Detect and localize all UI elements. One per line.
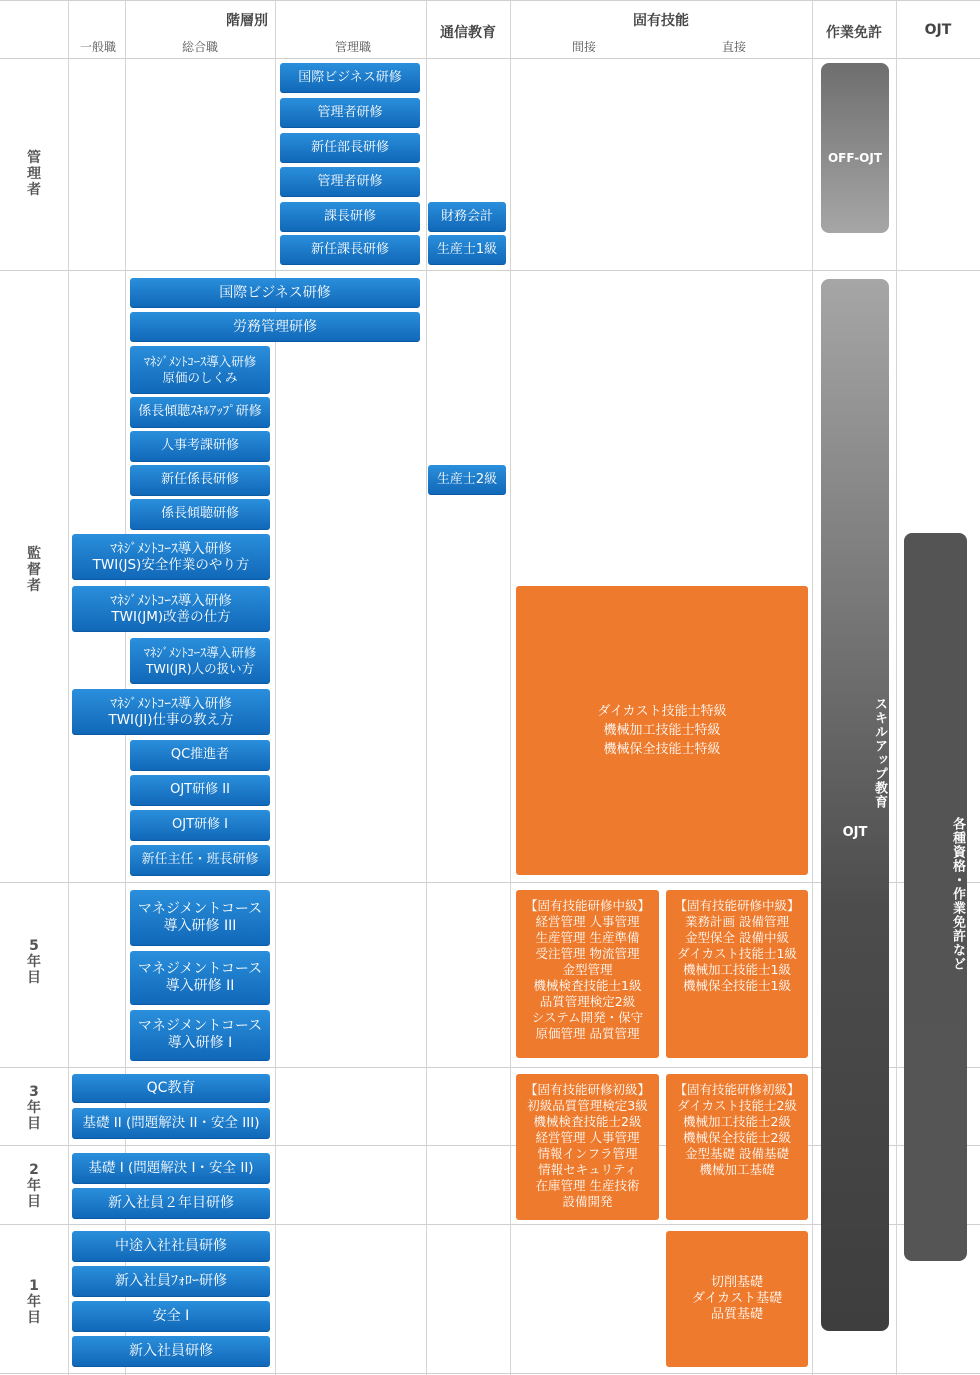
skills-special-grade: ダイカスト技能士特級 機械加工技能士特級 機械保全技能士特級 xyxy=(516,586,808,875)
course-new-chief: 新任係長研修 xyxy=(130,465,270,496)
skills-intermediate-direct: 【固有技能研修中級】 業務計画 設備管理 金型保全 設備中級 ダイカスト技能士1級 機械加工技能士1級 機械保全技能士1級 xyxy=(666,890,808,1058)
course-new-employee: 新入社員研修 xyxy=(72,1336,270,1367)
course-twi-jm: ﾏﾈｼﾞﾒﾝﾄｺｰｽ導入研修 TWI(JM)改善の仕方 xyxy=(72,586,270,632)
row-label-year1: 1 年 目 xyxy=(27,1278,41,1326)
header-career: 総合職 xyxy=(181,40,218,54)
header-general: 一般職 xyxy=(79,40,116,54)
course-production-1st: 生産士1級 xyxy=(428,235,506,265)
course-midcareer-hire: 中途入社社員研修 xyxy=(72,1231,270,1262)
off-ojt-label: OFF-OJT xyxy=(827,151,883,165)
skills-basics: 切削基礎 ダイカスト基礎 品質基礎 xyxy=(666,1231,808,1367)
row-label-managers: 管 理 者 xyxy=(27,150,41,198)
course-labor-management: 労務管理研修 xyxy=(130,312,420,342)
skillup-label: スキルアップ教育 xyxy=(872,697,887,809)
row-label-year5: 5 年 目 xyxy=(27,938,41,986)
header-license: 作業免許 xyxy=(826,25,882,41)
qualifications-bar xyxy=(904,533,967,1261)
course-twi-jr: ﾏﾈｼﾞﾒﾝﾄｺｰｽ導入研修 TWI(JR)人の扱い方 xyxy=(130,638,270,684)
course-mgmt-intro-3: マネジメントコース 導入研修 III xyxy=(130,890,270,946)
course-ojt-2: OJT研修 II xyxy=(130,775,270,806)
course-listening-skillup: 係長傾聴ｽｷﾙｱｯﾌﾟ研修 xyxy=(130,397,270,428)
header-hierarchy: 階層別 xyxy=(226,13,268,29)
skillup-bar xyxy=(821,279,889,1331)
course-new-employee-follow: 新入社員ﾌｫﾛｰ研修 xyxy=(72,1266,270,1297)
header-management: 管理職 xyxy=(334,40,371,54)
course-production-2nd: 生産士2級 xyxy=(428,465,506,495)
course-personnel-eval: 人事考課研修 xyxy=(130,431,270,462)
row-label-year3: 3 年 目 xyxy=(27,1084,41,1132)
course-twi-ji: ﾏﾈｼﾞﾒﾝﾄｺｰｽ導入研修 TWI(JI)仕事の教え方 xyxy=(72,689,270,735)
course-mgmt-intro-1: マネジメントコース 導入研修 I xyxy=(130,1010,270,1061)
course-manager-training-2: 管理者研修 xyxy=(280,167,420,197)
course-mgmt-intro-2: マネジメントコース 導入研修 II xyxy=(130,951,270,1005)
course-basic-2: 基礎 II (問題解決 II・安全 III) xyxy=(72,1108,270,1139)
header-correspondence: 通信教育 xyxy=(440,25,496,41)
course-mgmt-cost: ﾏﾈｼﾞﾒﾝﾄｺｰｽ導入研修 原価のしくみ xyxy=(130,346,270,394)
course-new-foreman: 新任主任・班長研修 xyxy=(130,845,270,876)
course-new-employee-2nd-year: 新入社員２年目研修 xyxy=(72,1188,270,1219)
header-direct: 直接 xyxy=(721,40,746,54)
course-international-business-sup: 国際ビジネス研修 xyxy=(130,278,420,308)
course-new-dept-head: 新任部長研修 xyxy=(280,133,420,163)
course-basic-1: 基礎 I (問題解決 I・安全 II) xyxy=(72,1153,270,1184)
course-qc-promoter: QC推進者 xyxy=(130,740,270,771)
row-label-year2: 2 年 目 xyxy=(27,1162,41,1210)
skills-intermediate-indirect: 【固有技能研修中級】 経営管理 人事管理 生産管理 生産準備 受注管理 物流管理 金型管理 機械検査技能士1級 品質管理検定2級 システム開発・保守 原価管理 品質管理 xyxy=(516,890,659,1058)
course-international-business-mgr: 国際ビジネス研修 xyxy=(280,63,420,93)
course-chief-listening: 係長傾聴研修 xyxy=(130,499,270,530)
course-section-chief: 課長研修 xyxy=(280,202,420,232)
course-ojt-1: OJT研修 I xyxy=(130,810,270,841)
row-label-supervisors: 監 督 者 xyxy=(27,546,41,594)
header-indirect: 間接 xyxy=(571,40,596,54)
course-new-section-chief: 新任課長研修 xyxy=(280,235,420,265)
course-safety-1: 安全 I xyxy=(72,1301,270,1332)
skillup-ojt-label: OJT xyxy=(842,825,868,840)
skills-beginner-indirect: 【固有技能研修初級】 初級品質管理検定3級 機械検査技能士2級 経営管理 人事管理 情報インフラ管理 情報セキュリティ 在庫管理 生産技術 設備開発 xyxy=(516,1074,659,1220)
off-ojt-bar xyxy=(821,63,889,233)
qualifications-label: 各種資格・作業免許など xyxy=(950,817,965,971)
header-ojt: OJT xyxy=(924,22,952,38)
skills-beginner-direct: 【固有技能研修初級】 ダイカスト技能士2級 機械加工技能士2級 機械保全技能士2級 金型基礎 設備基礎 機械加工基礎 xyxy=(666,1074,808,1220)
course-qc-education: QC教育 xyxy=(72,1074,270,1103)
course-financial-accounting: 財務会計 xyxy=(428,202,506,232)
course-twi-js: ﾏﾈｼﾞﾒﾝﾄｺｰｽ導入研修 TWI(JS)安全作業のやり方 xyxy=(72,534,270,580)
course-manager-training-1: 管理者研修 xyxy=(280,98,420,128)
header-skills: 固有技能 xyxy=(633,13,689,29)
